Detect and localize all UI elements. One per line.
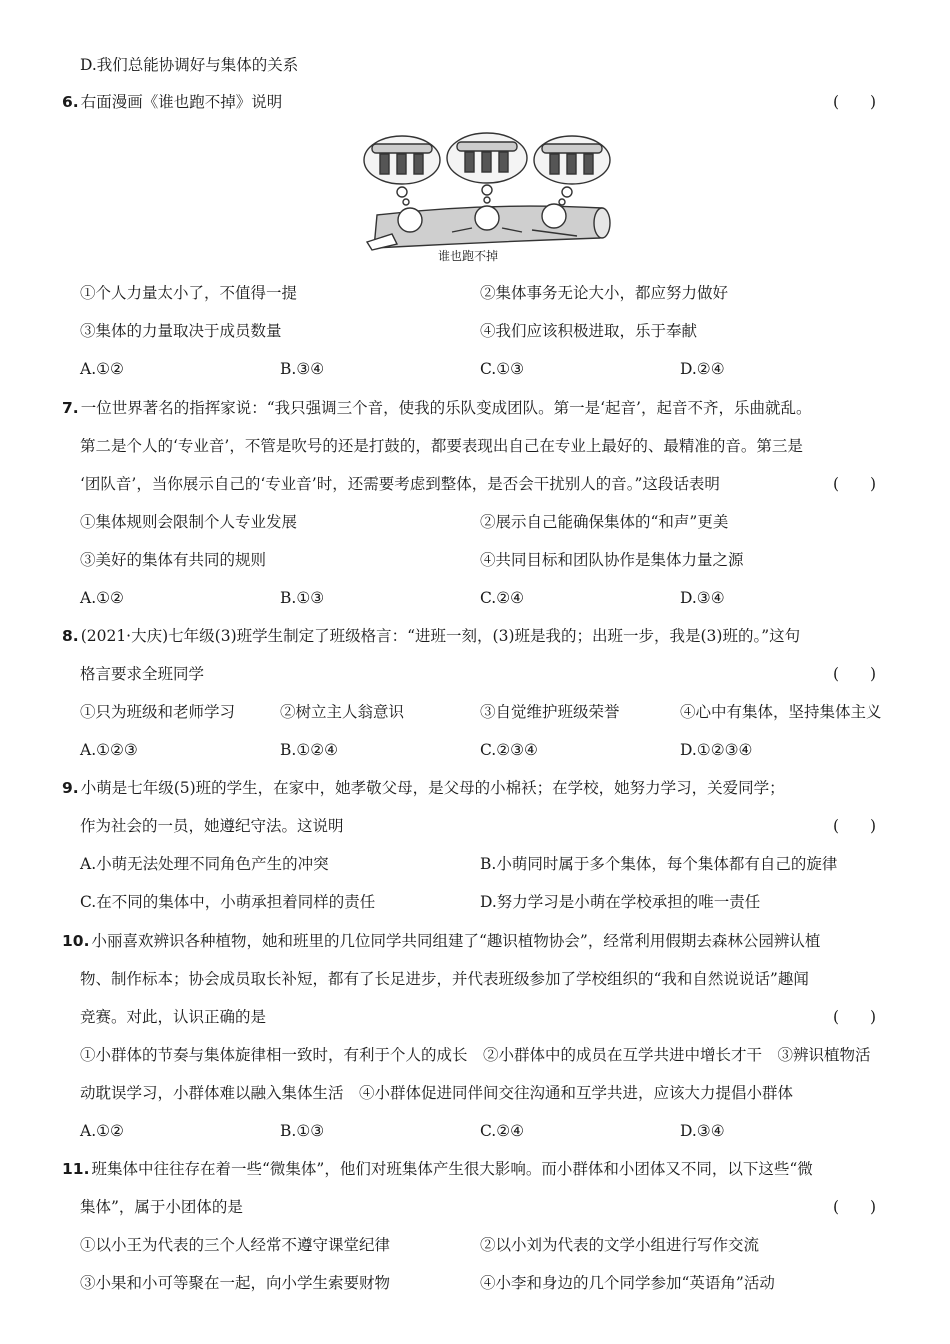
q8-option-c: C.②③④ (480, 741, 538, 759)
q7-item-4: ④共同目标和团队协作是集体力量之源 (480, 551, 744, 569)
q8-option-a: A.①②③ (80, 741, 138, 759)
q7-option-b: B.①③ (280, 589, 325, 607)
q6-option-a: A.①② (80, 360, 124, 378)
q6-item-4: ④我们应该积极进取，乐于奉献 (480, 322, 698, 340)
q9-line-2: 作为社会的一员，她遵纪守法。这说明 (80, 817, 344, 835)
q10-option-a: A.①② (80, 1122, 124, 1140)
q6-option-c: C.①③ (480, 360, 525, 378)
q11-line-1 (62, 1158, 813, 1180)
q11-item-3: ③小果和小可等聚在一起，向小学生索要财物 (80, 1274, 391, 1292)
comic-caption: 谁也跑不掉 (438, 249, 499, 263)
q11-answer-paren: ( ) (833, 1198, 877, 1216)
q11-item-1: ①以小王为代表的三个人经常不遵守课堂纪律 (80, 1236, 391, 1254)
q6-option-b: B.③④ (280, 360, 325, 378)
q7-item-1: ①集体规则会限制个人专业发展 (80, 513, 298, 531)
q7-item-3: ③美好的集体有共同的规则 (80, 551, 267, 569)
q7-number: 7. (62, 399, 79, 417)
q8-number: 8. (62, 627, 79, 645)
q6-item-2: ②集体事务无论大小，都应努力做好 (480, 284, 729, 302)
q10-line-1 (62, 930, 820, 952)
q10-option-b: B.①③ (280, 1122, 325, 1140)
q8-line-2: 格言要求全班同学 (80, 665, 205, 683)
q7-item-2: ②展示自己能确保集体的“和声”更美 (480, 513, 729, 531)
q10-line-2: 物、制作标本；协会成员取长补短，都有了长足进步，并代表班级参加了学校组织的“我和自然说说话”趣闻 (80, 970, 809, 988)
q9-line-1-text: 小萌是七年级(5)班的学生，在家中，她孝敬父母，是父母的小棉袄；在学校，她努力学习，关爱同学； (80, 779, 785, 797)
q8-item-3: ③自觉维护班级荣誉 (480, 703, 620, 721)
q8-item-1: ①只为班级和老师学习 (80, 703, 236, 721)
q10-items-line-1: ①小群体的节奏与集体旋律相一致时，有利于个人的成长 ②小群体中的成员在互学共进中增长才干 ③辨识植物活 (80, 1046, 871, 1064)
q8-option-b: B.①②④ (280, 741, 339, 759)
q5-option-d: D.我们总能协调好与集体的关系 (80, 56, 299, 74)
q6-stem (62, 91, 282, 113)
q6-answer-paren: ( ) (833, 93, 877, 111)
q9-answer-paren: ( ) (833, 817, 877, 835)
q9-number: 9. (62, 779, 79, 797)
q9-option-d: D.努力学习是小萌在学校承担的唯一责任 (480, 893, 761, 911)
q7-line-1-text: 一位世界著名的指挥家说：“我只强调三个音，使我的乐队变成团队。第一是‘起音’，起音不齐，乐曲就乱。 (80, 399, 812, 417)
q10-option-d: D.③④ (680, 1122, 725, 1140)
q10-option-c: C.②④ (480, 1122, 525, 1140)
q10-items-line-2: 动耽误学习，小群体难以融入集体生活 ④小群体促进同伴间交往沟通和互学共进，应该大力提倡小群体 (80, 1084, 794, 1102)
q6-option-d: D.②④ (680, 360, 725, 378)
q7-line-1 (62, 397, 811, 419)
q8-item-4: ④心中有集体，坚持集体主义 (680, 703, 882, 721)
q7-option-c: C.②④ (480, 589, 525, 607)
q6-number: 6. (62, 93, 79, 111)
q8-answer-paren: ( ) (833, 665, 877, 683)
q9-line-1 (62, 777, 785, 799)
q8-item-2: ②树立主人翁意识 (280, 703, 405, 721)
q6-stem-text: 右面漫画《谁也跑不掉》说明 (80, 93, 283, 111)
q7-answer-paren: ( ) (833, 475, 877, 493)
q8-line-1-text: (2021·大庆)七年级(3)班学生制定了班级格言：“进班一刻，(3)班是我的；出班一步，我是(3)班的。”这句 (80, 627, 801, 645)
q9-option-c: C.在不同的集体中，小萌承担着同样的责任 (80, 893, 376, 911)
q7-option-a: A.①② (80, 589, 124, 607)
q7-option-d: D.③④ (680, 589, 725, 607)
q8-option-d: D.①②③④ (680, 741, 753, 759)
q11-line-1-text: 班集体中往往存在着一些“微集体”，他们对班集体产生很大影响。而小群体和小团体又不同，以下这些“微 (91, 1160, 813, 1178)
q8-line-1 (62, 625, 800, 647)
q10-number: 10. (62, 932, 90, 950)
q6-item-3: ③集体的力量取决于成员数量 (80, 322, 282, 340)
q11-item-2: ②以小刘为代表的文学小组进行写作交流 (480, 1236, 760, 1254)
q11-item-4: ④小李和身边的几个同学参加“英语角”活动 (480, 1274, 775, 1292)
q9-option-b: B.小萌同时属于多个集体，每个集体都有自己的旋律 (480, 855, 838, 873)
q6-item-1: ①个人力量太小了，不值得一提 (80, 284, 298, 302)
q7-line-3: ‘团队音’，当你展示自己的‘专业音’时，还需要考虑到整体，是否会干扰别人的音。”这段话表明 (80, 475, 720, 493)
q11-number: 11. (62, 1160, 90, 1178)
q11-line-2: 集体”，属于小团体的是 (80, 1198, 243, 1216)
q7-line-2: 第二是个人的‘专业音’，不管是吹号的还是打鼓的，都要表现出自己在专业上最好的、最精准的音。第三是 (80, 437, 803, 455)
q10-answer-paren: ( ) (833, 1008, 877, 1026)
q9-option-a: A.小萌无法处理不同角色产生的冲突 (80, 855, 329, 873)
q10-line-1-text: 小丽喜欢辨识各种植物，她和班里的几位同学共同组建了“趣识植物协会”，经常利用假期去森林公园辨认植 (91, 932, 821, 950)
q10-line-3: 竞赛。对此，认识正确的是 (80, 1008, 267, 1026)
